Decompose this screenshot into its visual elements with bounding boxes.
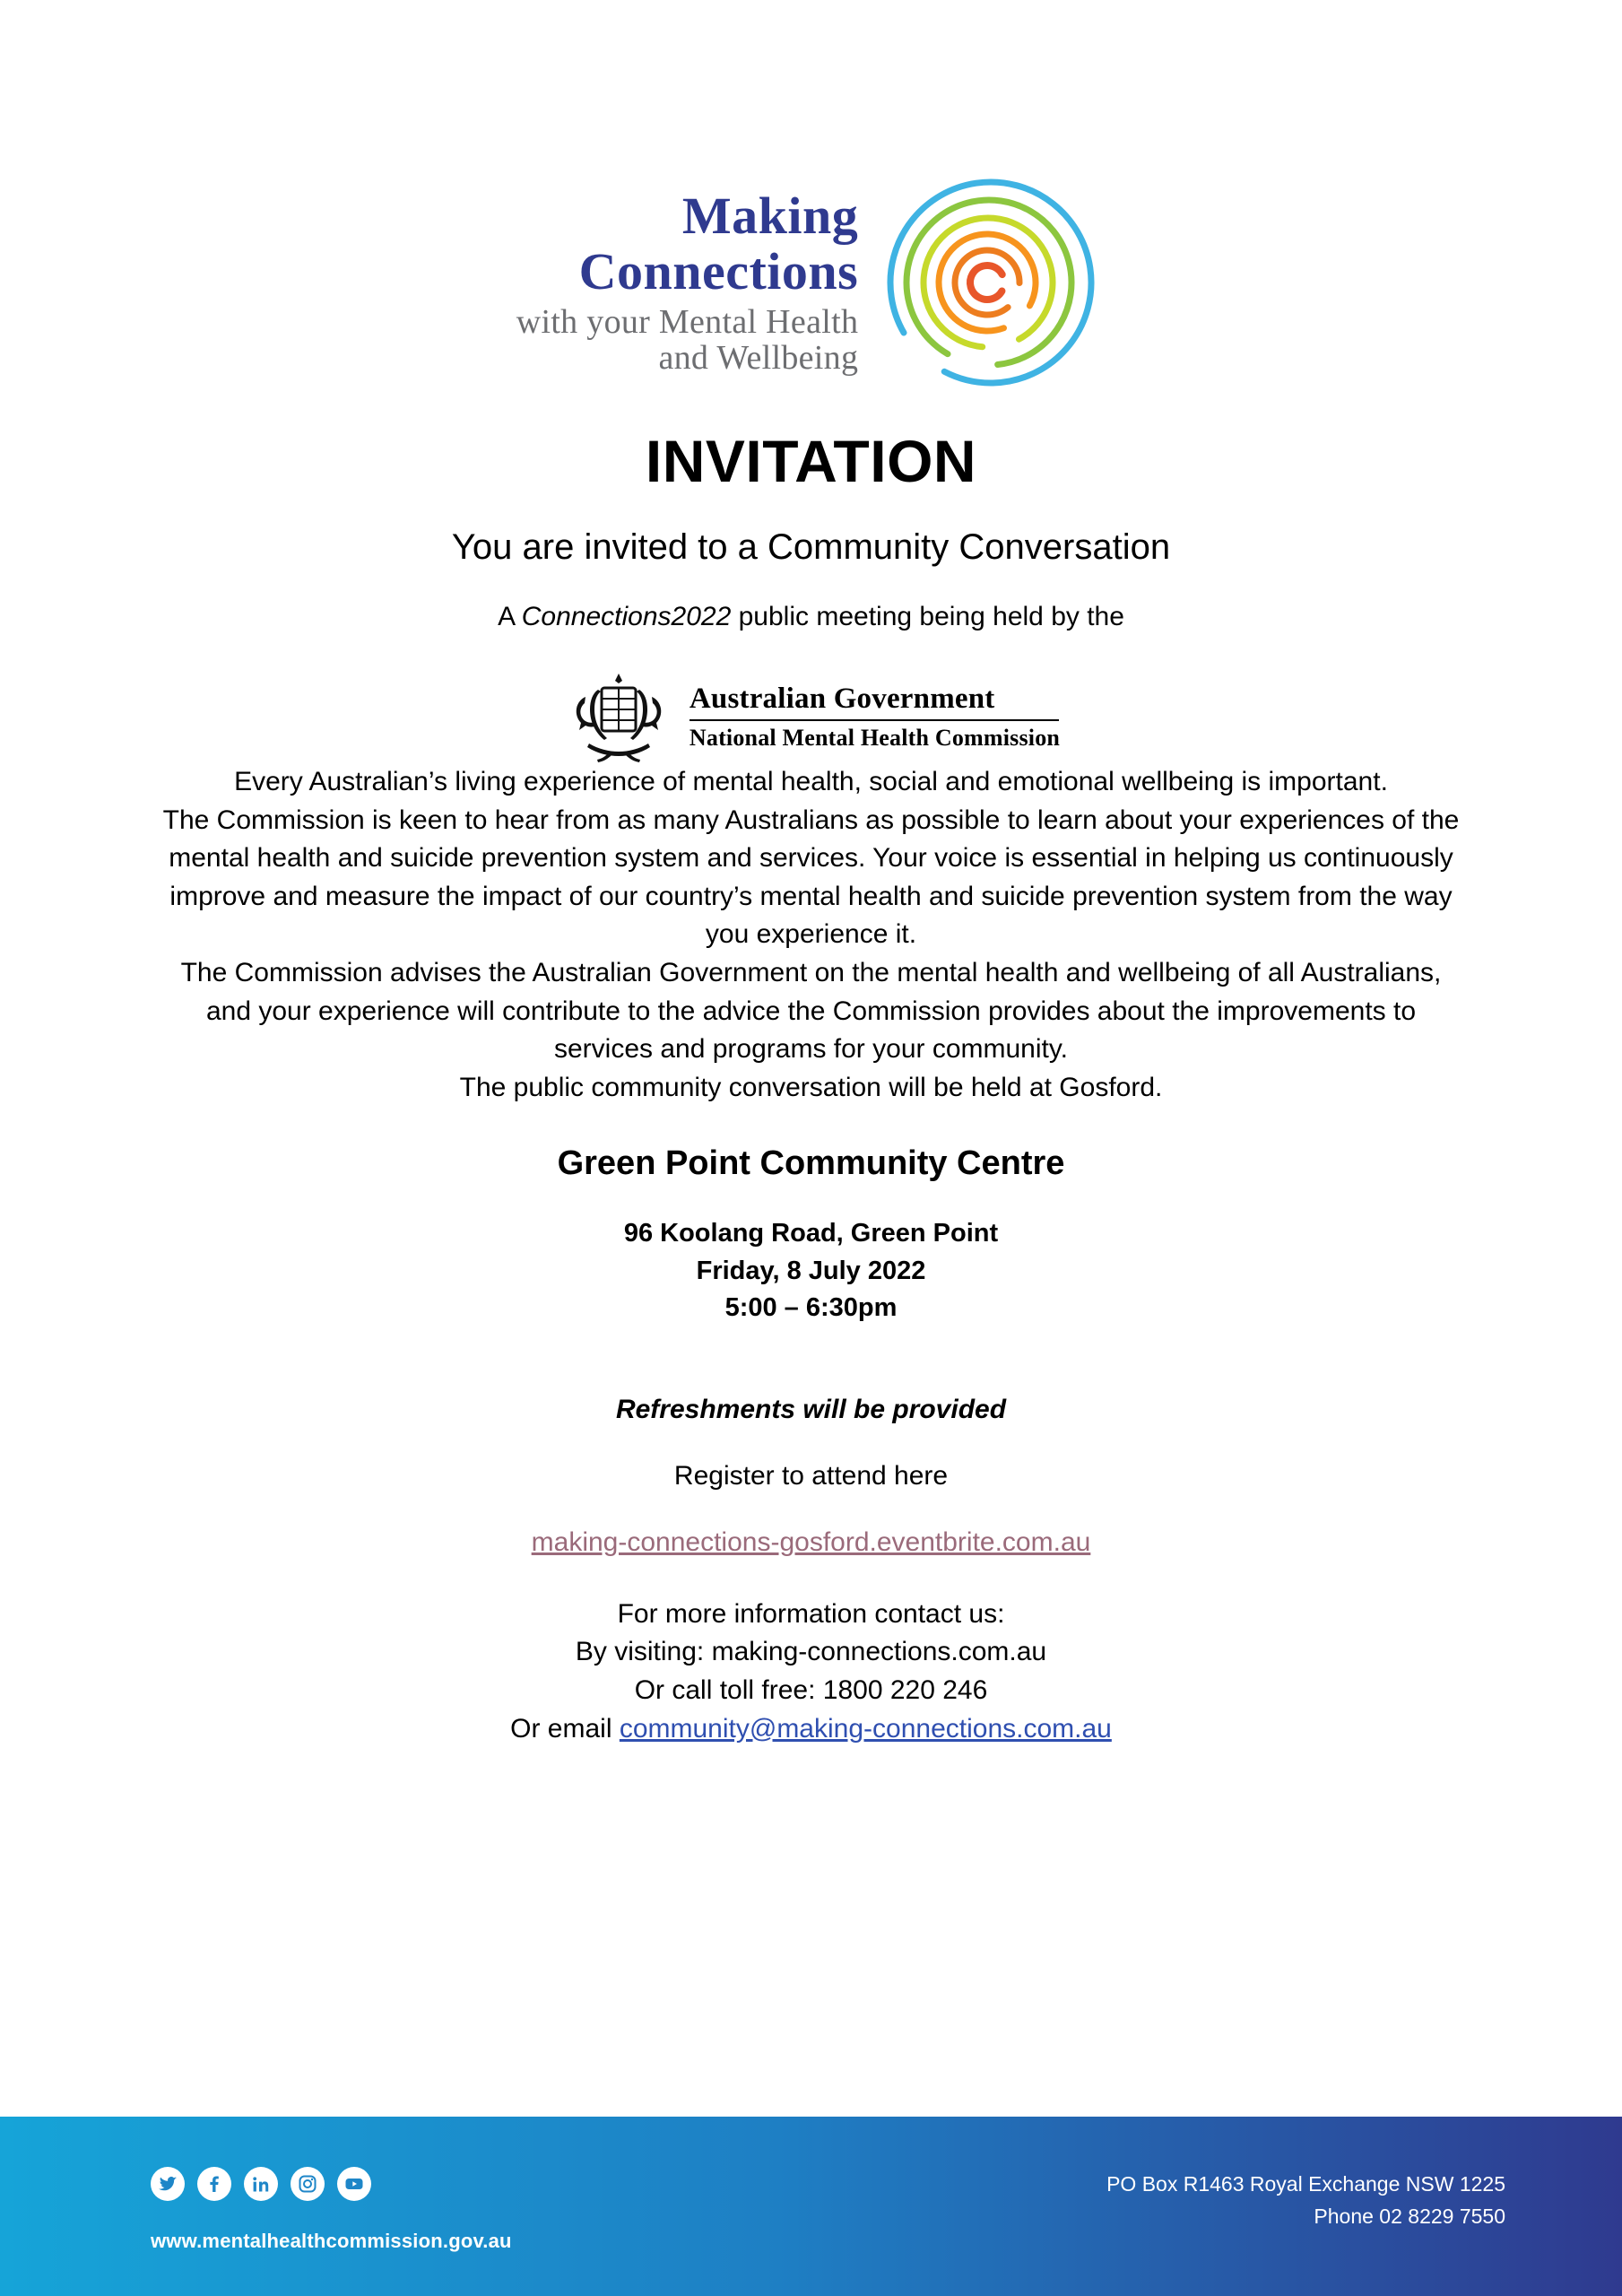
page-subtitle: You are invited to a Community Conversation xyxy=(451,527,1171,567)
refreshments-note: Refreshments will be provided xyxy=(615,1394,1007,1424)
footer-contact xyxy=(1106,2169,1505,2232)
brand-logo xyxy=(0,0,1622,395)
registration-link-wrapper xyxy=(157,1527,1466,1558)
contact-email-link[interactable]: community@making-connections.com.au xyxy=(619,1713,1112,1744)
concentric-circles-icon xyxy=(881,170,1106,395)
contact-line-4 xyxy=(157,1710,1466,1749)
brand-line-making: Making xyxy=(681,187,859,246)
venue-name: Green Point Community Centre xyxy=(557,1144,1065,1183)
linkedin-icon[interactable] xyxy=(244,2167,278,2201)
meeting-description xyxy=(0,602,1622,632)
crest-government-label: Australian Government xyxy=(689,682,995,715)
event-date: Friday, 8 July 2022 xyxy=(696,1256,926,1285)
social-links xyxy=(151,2167,371,2201)
registration-link[interactable]: making-connections-gosford.eventbrite.com.au xyxy=(531,1526,1091,1557)
event-address: 96 Koolang Road, Green Point xyxy=(623,1219,999,1248)
australian-government-crest xyxy=(0,670,1622,763)
event-details xyxy=(157,1215,1466,1326)
instagram-icon[interactable] xyxy=(291,2167,325,2201)
register-label: Register to attend here xyxy=(673,1460,949,1491)
contact-block xyxy=(157,1596,1466,1748)
page-title: INVITATION xyxy=(645,428,977,494)
brand-line-connections: Connections xyxy=(578,241,859,300)
footer-postal-address: PO Box R1463 Royal Exchange NSW 1225 xyxy=(1106,2172,1505,2196)
body-paragraph-2: The Commission is keen to hear from as many Australians as possible to learn about your experiences of the mental health and suicide prevention system and services. Your voice is essential in helping us continuously improve and measure the impact of our country’s mental health and suicide prevention system from the way you experience it. xyxy=(162,804,1460,950)
facebook-icon[interactable] xyxy=(197,2167,231,2201)
contact-email-prefix: Or email xyxy=(510,1713,620,1744)
brand-line-tagline-1: with your Mental Health xyxy=(516,303,859,342)
brand-line-tagline-2: and Wellbeing xyxy=(658,339,859,378)
body-content xyxy=(157,763,1466,1748)
twitter-icon[interactable] xyxy=(151,2167,185,2201)
event-time: 5:00 – 6:30pm xyxy=(724,1292,898,1322)
meeting-prefix: A xyxy=(498,602,522,631)
body-paragraph-3: The Commission advises the Australian Government on the mental health and wellbeing of all Australians, and your experience will contribute to the advice the Commission provides about the improvements to services and programs for your community. xyxy=(180,957,1442,1065)
body-paragraph-4: The public community conversation will be held at Gosford. xyxy=(459,1072,1163,1102)
meeting-program-name: Connections2022 xyxy=(521,602,732,631)
contact-line-1: For more information contact us: xyxy=(617,1598,1005,1629)
crest-commission-label: National Mental Health Commission xyxy=(689,724,1061,751)
contact-line-3: Or call toll free: 1800 220 246 xyxy=(634,1675,988,1706)
crest-divider xyxy=(690,719,1059,721)
body-paragraph-1: Every Australian’s living experience of mental health, social and emotional wellbeing is important. xyxy=(234,767,1388,796)
meeting-suffix: public meeting being held by the xyxy=(731,602,1124,631)
contact-line-2: By visiting: making-connections.com.au xyxy=(575,1637,1047,1667)
footer-website[interactable]: www.mentalhealthcommission.gov.au xyxy=(151,2230,512,2252)
page-footer xyxy=(0,2117,1622,2296)
youtube-icon[interactable] xyxy=(337,2167,371,2201)
crest-text xyxy=(690,682,1060,752)
coat-of-arms-icon xyxy=(562,670,675,763)
brand-logo-text xyxy=(516,188,859,376)
footer-phone: Phone 02 8229 7550 xyxy=(1314,2204,1505,2228)
